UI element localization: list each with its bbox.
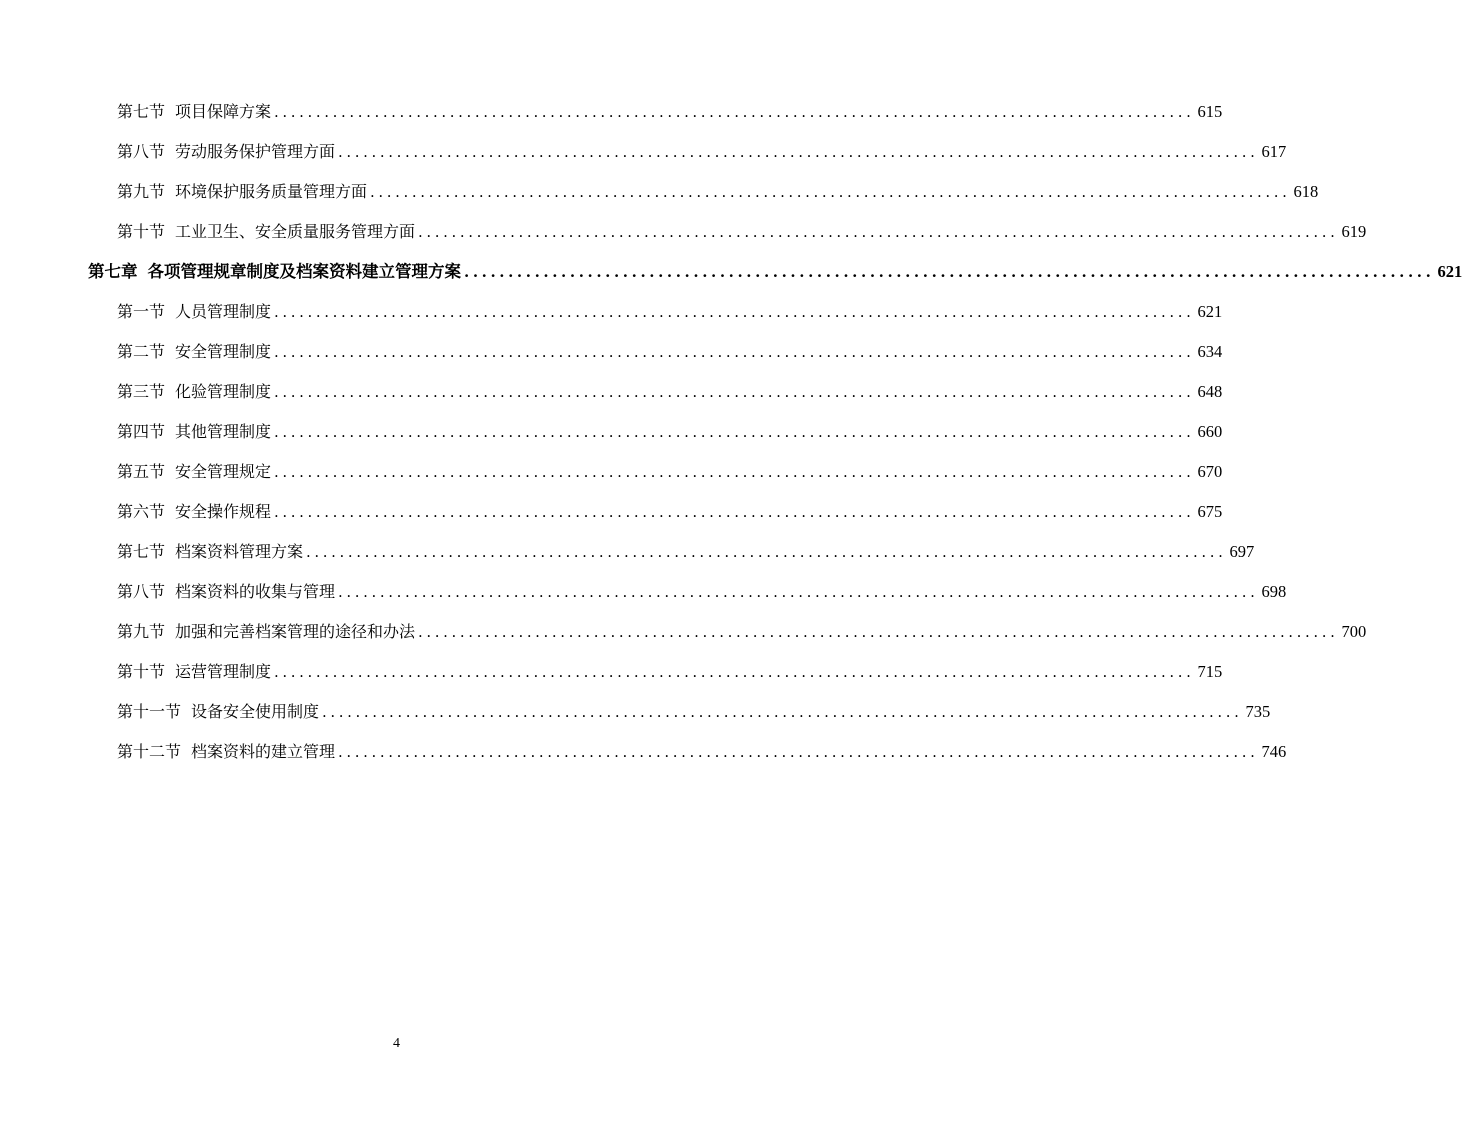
toc-entry-title: 安全管理制度 — [175, 342, 272, 361]
toc-entry[interactable] — [117, 732, 1287, 772]
toc-entry-title: 项目保障方案 — [175, 102, 272, 121]
toc-entry-page: 618 — [1293, 182, 1319, 201]
toc-leader-dots: .............................................................................................................. — [322, 703, 1243, 721]
toc-entry-title: 环境保护服务质量管理方面 — [175, 182, 368, 201]
toc-leader-dots: .............................................................................................................. — [274, 343, 1195, 361]
toc-entry[interactable] — [117, 452, 1223, 492]
toc-entry-page: 675 — [1197, 502, 1223, 521]
toc-entry-title: 安全管理规定 — [175, 462, 272, 481]
toc-entry[interactable] — [117, 92, 1223, 132]
toc-entry-page: 715 — [1197, 662, 1223, 681]
toc-chapter-page: 621 — [1437, 262, 1462, 281]
toc-entry-number: 第七节 — [117, 542, 166, 561]
toc-entry-title: 劳动服务保护管理方面 — [175, 142, 336, 161]
toc-entry-page: 648 — [1197, 382, 1223, 401]
toc-entry-number: 第十节 — [117, 222, 166, 241]
toc-entry-number: 第十一节 — [117, 702, 182, 721]
toc-entry-number: 第四节 — [117, 422, 166, 441]
toc-entry-page: 621 — [1197, 302, 1223, 321]
toc-entry-number: 第六节 — [117, 502, 166, 521]
toc-chapter-entry[interactable] — [88, 252, 1462, 292]
toc-leader-dots: .............................................................................................................. — [274, 503, 1195, 521]
toc-chapter-title: 各项管理规章制度及档案资料建立管理方案 — [147, 262, 461, 281]
toc-entry[interactable] — [117, 572, 1287, 612]
toc-entry[interactable] — [117, 292, 1223, 332]
toc-entry-page: 615 — [1197, 102, 1223, 121]
toc-entry-number: 第二节 — [117, 342, 166, 361]
toc-entry-title: 档案资料的收集与管理 — [175, 582, 336, 601]
toc-entry[interactable] — [117, 172, 1319, 212]
toc-entry-title: 安全操作规程 — [175, 502, 272, 521]
toc-entry-title: 人员管理制度 — [175, 302, 272, 321]
toc-entry-number: 第十二节 — [117, 742, 182, 761]
toc-entry-page: 698 — [1261, 582, 1287, 601]
toc-chapter-number: 第七章 — [88, 262, 138, 281]
toc-entry-title: 加强和完善档案管理的途径和办法 — [175, 622, 416, 641]
toc-entry-number: 第五节 — [117, 462, 166, 481]
toc-entry[interactable] — [117, 372, 1223, 412]
toc-entry[interactable] — [117, 132, 1287, 172]
toc-entry-title: 设备安全使用制度 — [191, 702, 320, 721]
toc-entry[interactable] — [117, 532, 1255, 572]
toc-entry-page: 670 — [1197, 462, 1223, 481]
toc-leader-dots: .............................................................................................................. — [274, 423, 1195, 441]
toc-entry-title: 档案资料的建立管理 — [191, 742, 336, 761]
toc-entry-page: 660 — [1197, 422, 1223, 441]
toc-entry-number: 第十节 — [117, 662, 166, 681]
toc-entry[interactable] — [117, 492, 1223, 532]
toc-leader-dots: .............................................................................................................. — [338, 743, 1259, 761]
toc-leader-dots: .............................................................................................................. — [274, 463, 1195, 481]
toc-entry-number: 第一节 — [117, 302, 166, 321]
toc-entry[interactable] — [117, 332, 1223, 372]
toc-entry[interactable] — [117, 652, 1223, 692]
toc-entry-number: 第九节 — [117, 182, 166, 201]
toc-entry-page: 700 — [1341, 622, 1367, 641]
toc-leader-dots: .............................................................................................................. — [418, 223, 1339, 241]
toc-entry-title: 工业卫生、安全质量服务管理方面 — [175, 222, 416, 241]
toc-leader-dots: .............................................................................................................. — [274, 663, 1195, 681]
toc-entry-number: 第三节 — [117, 382, 166, 401]
toc-entry-page: 634 — [1197, 342, 1223, 361]
toc-entry[interactable] — [117, 212, 1367, 252]
toc-entry[interactable] — [117, 612, 1367, 652]
toc-entry-page: 619 — [1341, 222, 1367, 241]
toc-entry-number: 第七节 — [117, 102, 166, 121]
page-number: 4 — [393, 1036, 400, 1051]
toc-entry-title: 其他管理制度 — [175, 422, 272, 441]
toc-entry-page: 697 — [1229, 542, 1255, 561]
toc-entry[interactable] — [117, 412, 1223, 452]
toc-leader-dots: .............................................................................................................. — [274, 103, 1195, 121]
toc-entry-title: 档案资料管理方案 — [175, 542, 304, 561]
toc-entry-page: 617 — [1261, 142, 1287, 161]
toc-leader-dots: .............................................................................................................. — [306, 543, 1227, 561]
toc-entry-title: 运营管理制度 — [175, 662, 272, 681]
toc-entry-number: 第八节 — [117, 142, 166, 161]
toc-entry-page: 746 — [1261, 742, 1287, 761]
toc-entry-page: 735 — [1245, 702, 1271, 721]
toc-leader-dots: .............................................................................................................. — [370, 183, 1291, 201]
toc-entry-number: 第八节 — [117, 582, 166, 601]
toc-leader-dots: .............................................................................................................. — [338, 583, 1259, 601]
toc-leader-dots: .............................................................................................................. — [338, 143, 1259, 161]
toc-entry[interactable] — [117, 692, 1271, 732]
toc-entry-title: 化验管理制度 — [175, 382, 272, 401]
toc-leader-dots: .............................................................................................................. — [464, 263, 1435, 281]
toc-leader-dots: .............................................................................................................. — [274, 303, 1195, 321]
toc-leader-dots: .............................................................................................................. — [418, 623, 1339, 641]
toc-entry-number: 第九节 — [117, 622, 166, 641]
toc-leader-dots: .............................................................................................................. — [274, 383, 1195, 401]
table-of-contents — [0, 92, 1462, 772]
